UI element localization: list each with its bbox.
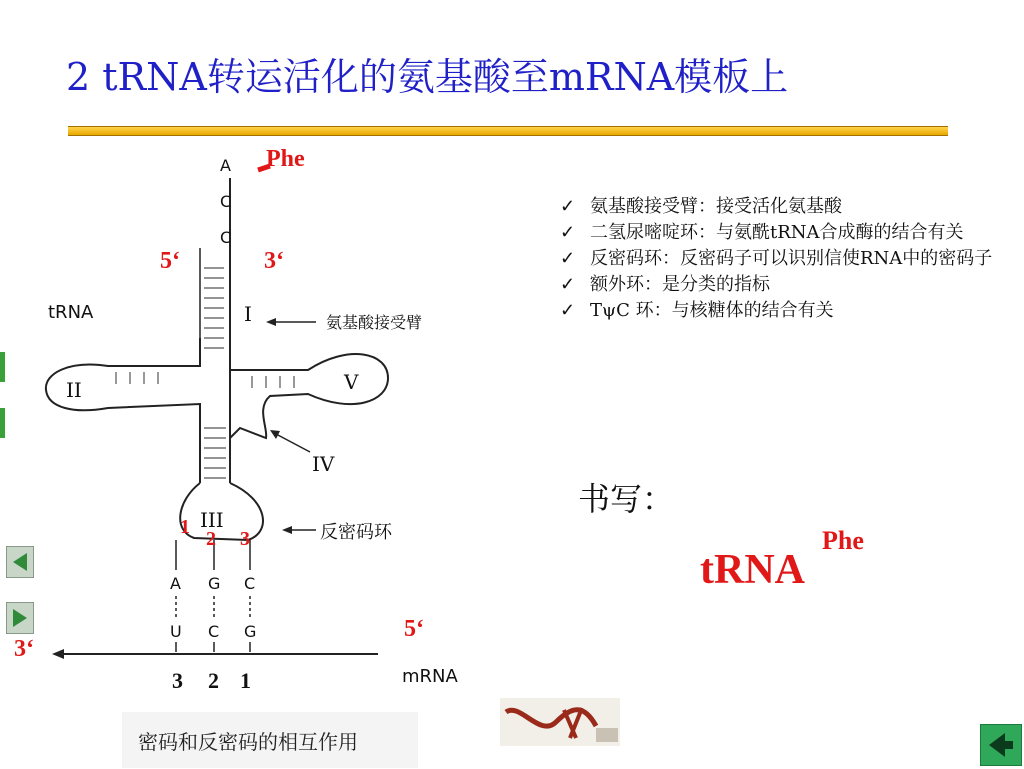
codon-number-2: 2 [208, 668, 219, 693]
codon-base-u: U [170, 622, 182, 641]
side-tab-2 [0, 408, 5, 438]
roman-iv: IV [312, 452, 335, 476]
bullet-extra-loop [560, 274, 1000, 296]
roman-i: I [244, 302, 252, 326]
roman-v: V [344, 370, 359, 394]
bullet-text: 额外环：是分类的指标 [590, 274, 770, 295]
pairing-dashes [176, 596, 250, 620]
bullet-text: 二氢尿嘧啶环：与氨酰tRNA合成酶的结合有关 [590, 222, 964, 243]
trna-structure-bullets [560, 196, 1000, 326]
slide-title: 2 tRNA转运活化的氨基酸至mRNA模板上 [66, 55, 789, 99]
anticodon-loop-label: 反密码环 [320, 522, 392, 543]
anticodon-stem-pairs [204, 428, 226, 478]
trna-diagram-panel [8, 138, 496, 714]
bullet-anticodon-loop [560, 248, 1000, 270]
triangle-left-icon [7, 547, 33, 577]
trna-superscript-phe: Phe [822, 526, 864, 555]
diagram-caption: 密码和反密码的相互作用 [138, 730, 358, 754]
bullet-d-loop [560, 222, 1000, 244]
anticodon-number-2: 2 [206, 528, 216, 550]
university-logo [500, 698, 620, 746]
three-prime-mrna: 3‘ [14, 636, 34, 662]
check-icon: ✓ [560, 222, 576, 243]
check-icon: ✓ [560, 196, 576, 217]
anticodon-number-1: 1 [180, 516, 190, 538]
anticodon-base-a: A [170, 574, 181, 593]
check-icon: ✓ [560, 248, 576, 269]
check-icon: ✓ [560, 274, 576, 295]
acceptor-base-a: A [220, 156, 231, 175]
mrna-arrowhead [52, 649, 64, 659]
t-loop [230, 354, 388, 438]
five-prime-mrna: 5‘ [404, 616, 424, 642]
acceptor-pairs [204, 268, 224, 348]
three-prime-top: 3‘ [264, 248, 284, 274]
acceptor-base-c2: C [220, 228, 232, 247]
title-underline-bar [68, 126, 948, 136]
back-arrow-icon [981, 725, 1021, 765]
t-arm-pairs [252, 376, 294, 388]
mrna-label: mRNA [402, 666, 458, 687]
codon-base-c: C [208, 622, 220, 641]
roman-iii: III [200, 508, 224, 532]
side-tab-1 [0, 352, 5, 382]
next-slide-button[interactable] [6, 602, 34, 634]
anticodon-base-c: C [244, 574, 256, 593]
triangle-right-icon [7, 603, 33, 633]
bullet-t-loop [560, 300, 1000, 322]
writing-label: 书写： [578, 480, 675, 518]
codon-base-g: G [244, 622, 257, 641]
acceptor-arm-label: 氨基酸接受臂 [326, 313, 423, 332]
return-button[interactable] [980, 724, 1022, 766]
trna-label: tRNA [48, 302, 94, 323]
anticodon-number-3: 3 [240, 528, 250, 550]
prev-slide-button[interactable] [6, 546, 34, 578]
anticodon-base-g: G [208, 574, 221, 593]
extra-loop-pointer [276, 434, 310, 452]
trna-notation: tRNA [700, 547, 805, 593]
roman-ii: II [66, 378, 82, 402]
bullet-text: 反密码环：反密码子可以识别信使RNA中的密码子 [590, 248, 993, 269]
bullet-text: TψC 环：与核糖体的结合有关 [590, 300, 834, 321]
d-arm-pairs [116, 372, 158, 384]
acceptor-base-c1: C [220, 192, 232, 211]
codon-number-1: 1 [240, 668, 251, 693]
bullet-acceptor-arm [560, 196, 1000, 218]
bullet-text: 氨基酸接受臂：接受活化氨基酸 [590, 196, 842, 217]
five-prime-top: 5‘ [160, 248, 180, 274]
check-icon: ✓ [560, 300, 576, 321]
codon-ticks [176, 642, 250, 652]
codon-number-3: 3 [172, 668, 183, 693]
phe-label: Phe [266, 146, 305, 172]
